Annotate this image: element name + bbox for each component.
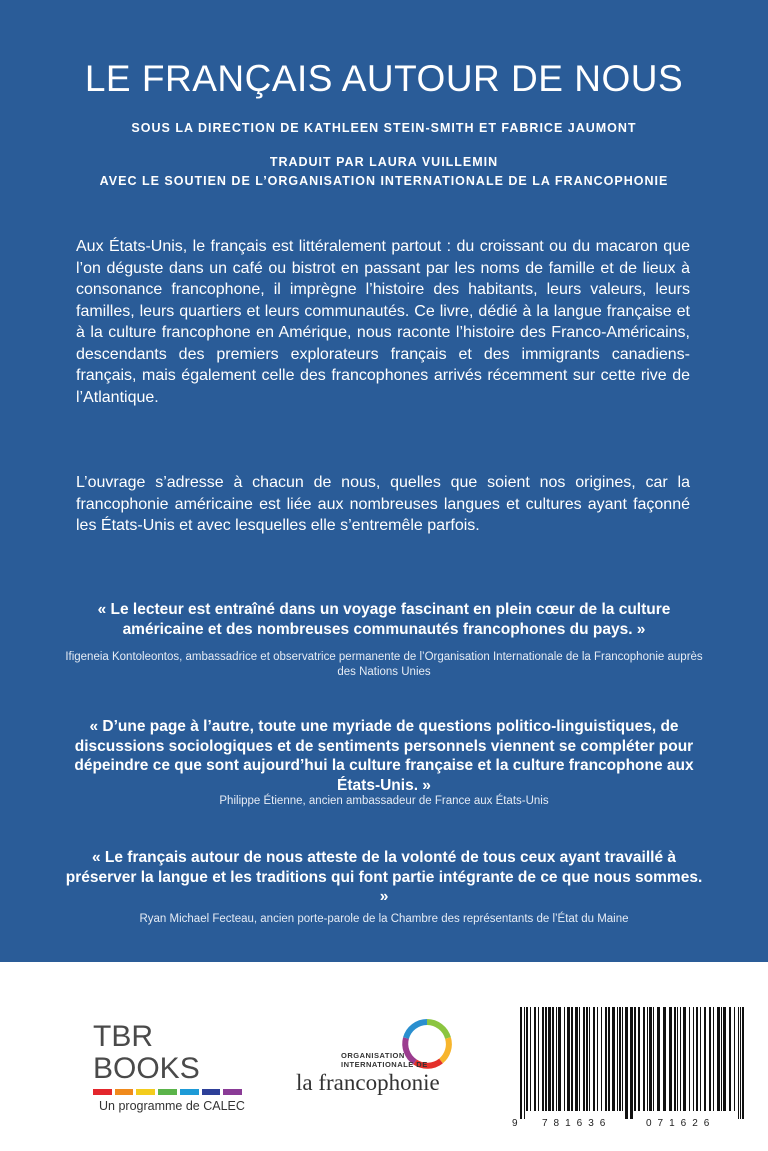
barcode-stripe: [729, 1007, 731, 1111]
barcode-stripe: [700, 1007, 701, 1111]
tbr-color-segment: [93, 1089, 112, 1095]
barcode-stripe: [619, 1007, 621, 1111]
barcode-stripe: [556, 1007, 557, 1111]
barcode-stripe: [649, 1007, 652, 1111]
barcode-stripe: [612, 1007, 615, 1111]
tbr-color-segment: [202, 1089, 221, 1095]
barcode-stripe: [674, 1007, 676, 1111]
barcode-stripe: [545, 1007, 547, 1111]
oif-small-text: [341, 1051, 428, 1069]
barcode-stripe: [680, 1007, 681, 1111]
tbr-color-segment: [115, 1089, 134, 1095]
book-title: LE FRANÇAIS AUTOUR DE NOUS: [84, 58, 684, 99]
barcode-stripe: [567, 1007, 570, 1111]
barcode-stripe: [704, 1007, 706, 1111]
barcode-stripe: [601, 1007, 602, 1111]
barcode-stripe: [542, 1007, 544, 1111]
barcode-stripe: [677, 1007, 678, 1111]
translator-line: TRADUIT PAR LAURA VUILLEMIN: [269, 155, 499, 169]
barcode-stripe: [558, 1007, 561, 1111]
barcode-stripe: [571, 1007, 573, 1111]
quote-2-author: Philippe Étienne, ancien ambassadeur de France aux États-Unis: [219, 795, 549, 807]
barcode-stripe: [520, 1007, 522, 1119]
barcode-stripe: [548, 1007, 551, 1111]
barcode-stripe: [586, 1007, 588, 1111]
barcode-stripe: [625, 1007, 628, 1119]
barcode-stripe: [734, 1007, 735, 1111]
barcode-stripe: [723, 1007, 726, 1111]
barcode-stripe: [683, 1007, 686, 1111]
tbr-color-bar: [93, 1089, 245, 1095]
barcode-stripe: [589, 1007, 590, 1111]
summary-paragraph-2: L’ouvrage s’adresse à chacun de nous, quelles que soient nos origines, car la francophonie américaine est liée aux nombreuses langues et cultures ayant façonné les États-Unis et avec lesquelles elle s’entremêle parfois.: [76, 474, 690, 534]
tbr-color-segment: [180, 1089, 199, 1095]
tbr-books-logo: [93, 1021, 249, 1113]
barcode-stripe: [579, 1007, 580, 1111]
barcode-stripe: [552, 1007, 554, 1111]
barcode-stripe: [653, 1007, 654, 1111]
isbn-group-2: 071626: [646, 1118, 716, 1129]
barcode-stripe: [696, 1007, 698, 1111]
isbn-group-1: 781636: [542, 1118, 612, 1129]
tbr-color-segment: [223, 1089, 242, 1095]
barcode-stripe: [530, 1007, 531, 1111]
barcode-stripe: [643, 1007, 645, 1111]
barcode-stripe: [534, 1007, 536, 1111]
barcode-stripe: [717, 1007, 720, 1111]
barcode-stripe: [713, 1007, 714, 1111]
barcode-stripe: [647, 1007, 648, 1111]
barcode-stripe: [622, 1007, 623, 1111]
barcode-stripe: [657, 1007, 660, 1111]
barcode-stripe: [605, 1007, 607, 1111]
isbn-first-digit: 9: [512, 1118, 518, 1129]
barcode-stripe: [593, 1007, 595, 1111]
isbn-barcode: [512, 1007, 748, 1119]
tbr-color-segment: [136, 1089, 155, 1095]
editors-line: SOUS LA DIRECTION DE KATHLEEN STEIN-SMITH ET FABRICE JAUMONT: [131, 121, 637, 135]
quote-1: « Le lecteur est entraîné dans un voyage fascinant en plein cœur de la culture américaine et des nombreuses communautés francophones du pays. »: [97, 601, 671, 638]
barcode-stripe: [583, 1007, 585, 1111]
oif-small-line-2: INTERNATIONALE DE: [341, 1060, 428, 1069]
barcode-stripe: [742, 1007, 744, 1119]
barcode-stripe: [638, 1007, 640, 1111]
barcode-stripe: [564, 1007, 565, 1111]
barcode-stripe: [709, 1007, 711, 1111]
barcode-stripe: [634, 1007, 636, 1111]
barcode-stripe: [538, 1007, 539, 1111]
summary-paragraph-1: Aux États-Unis, le français est littéralement partout : du croissant ou du macaron que l’on déguste dans un café ou bistrot en passant par les noms de famille et de lieux à consonance francophone, il imprègne l’histoire des habitants, leurs valeurs, leurs familles, leurs quartiers et leurs communautés. Ce livre, dédié à la langue française et à la culture francophone en Amérique, nous raconte l’histoire des Franco-Américains, descendants des premiers explorateurs français et des immigrants canadiens-français, mais également celle des francophones arrivés récemment sur cette rive de l’Atlantique.: [76, 238, 690, 406]
quote-2: « D’une page à l’autre, toute une myriade de questions politico-linguistiques, de discussions sociologiques et de sentiments personnels viennent se compléter pour dépeindre ce que sont aujourd’hui la culture française et la culture francophone aux États-Unis. »: [74, 718, 694, 794]
credits-block: [0, 153, 768, 191]
barcode-stripe: [663, 1007, 666, 1111]
barcode-stripe: [617, 1007, 618, 1111]
barcode-stripe: [608, 1007, 610, 1111]
barcode-stripe: [669, 1007, 672, 1111]
francophonie-logo: [296, 1018, 466, 1098]
quote-3: « Le français autour de nous atteste de la volonté de tous ceux ayant travaillé à préserver la langue et les traditions qui font partie intégrante de ce que nous sommes. »: [65, 849, 703, 905]
tbr-logo-name: TBR BOOKS: [93, 1020, 200, 1085]
barcode-stripe: [526, 1007, 528, 1111]
barcode-stripe: [738, 1007, 739, 1119]
oif-small-line-1: ORGANISATION: [341, 1051, 405, 1060]
tbr-logo-subtitle: Un programme de CALEC: [99, 1099, 245, 1113]
barcode-stripe: [630, 1007, 633, 1119]
barcode-stripe: [524, 1007, 525, 1119]
barcode-stripe: [689, 1007, 690, 1111]
barcode-stripe: [597, 1007, 598, 1111]
barcode-stripe: [740, 1007, 741, 1119]
oif-name: la francophonie: [296, 1070, 440, 1095]
isbn-digits: [512, 1118, 748, 1132]
barcode-stripe: [575, 1007, 578, 1111]
quote-3-author: Ryan Michael Fecteau, ancien porte-parole de la Chambre des représentants de l’État du Maine: [139, 913, 629, 925]
quote-1-author: Ifigeneia Kontoleontos, ambassadrice et observatrice permanente de l’Organisation Internationale de la Francophonie auprès des Nations Unies: [65, 651, 703, 678]
tbr-color-segment: [158, 1089, 177, 1095]
support-line: AVEC LE SOUTIEN DE L’ORGANISATION INTERNATIONALE DE LA FRANCOPHONIE: [99, 174, 669, 188]
barcode-stripe: [693, 1007, 694, 1111]
barcode-stripe: [721, 1007, 722, 1111]
